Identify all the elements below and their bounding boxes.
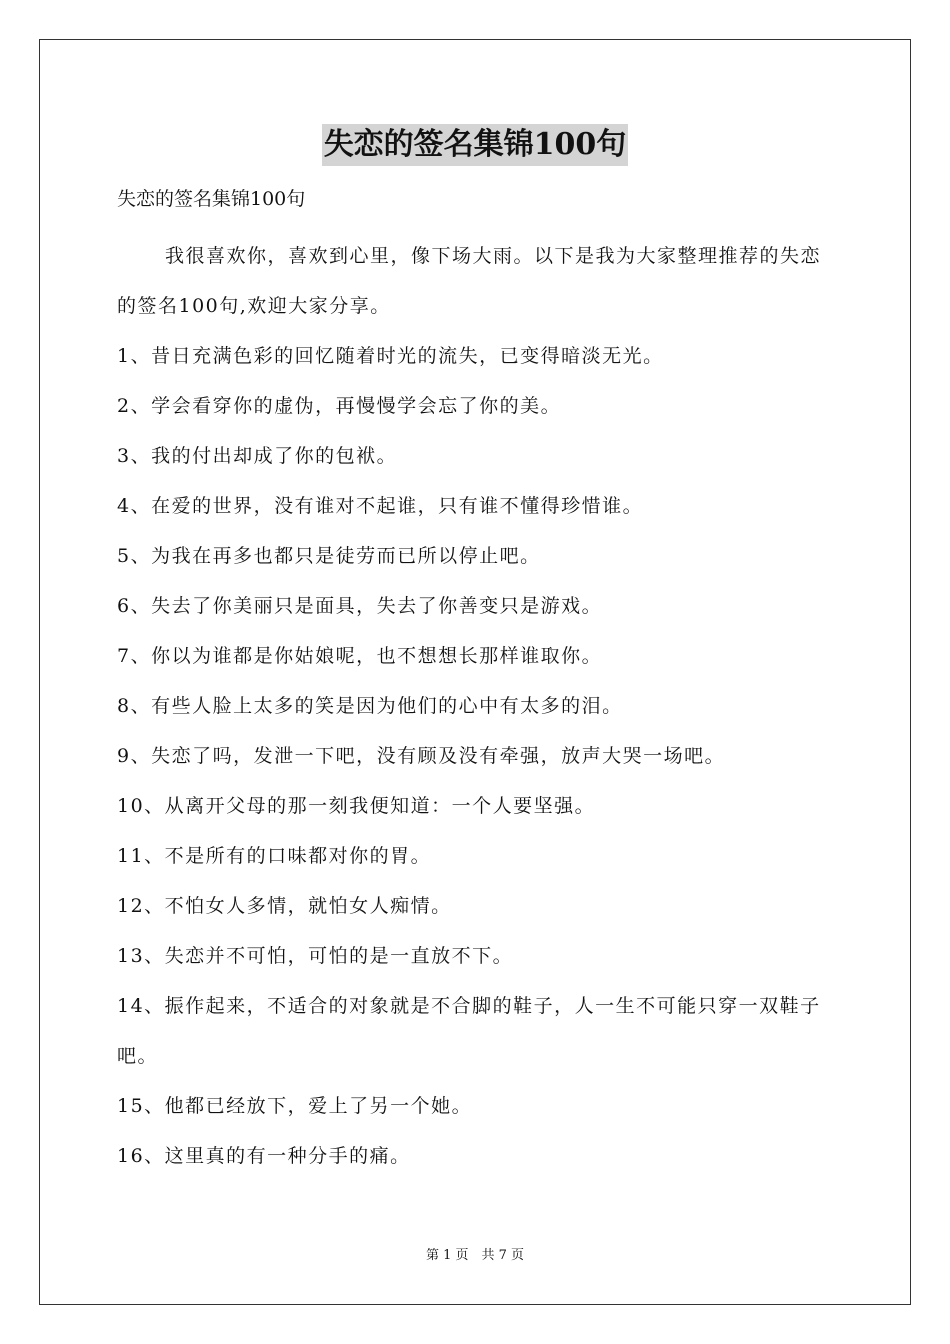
list-item: 8、有些人脸上太多的笑是因为他们的心中有太多的泪。 bbox=[117, 695, 623, 717]
list-item: 6、失去了你美丽只是面具，失去了你善变只是游戏。 bbox=[117, 595, 603, 617]
list-item: 7、你以为谁都是你姑娘呢，也不想想长那样谁取你。 bbox=[117, 645, 603, 667]
list-item: 1、昔日充满色彩的回忆随着时光的流失，已变得暗淡无光。 bbox=[117, 345, 664, 367]
page-number-footer: 第 1 页 共 7 页 bbox=[425, 1248, 525, 1263]
list-item: 9、失恋了吗，发泄一下吧，没有顾及没有牵强，放声大哭一场吧。 bbox=[117, 745, 726, 767]
list-item: 13、失恋并不可怕，可怕的是一直放不下。 bbox=[117, 945, 514, 967]
document-title: 失恋的签名集锦100句 bbox=[322, 124, 629, 166]
list-item: 11、不是所有的口味都对你的胃。 bbox=[117, 845, 432, 867]
list-item: 5、为我在再多也都只是徒劳而已所以停止吧。 bbox=[117, 545, 541, 567]
list-item: 12、不怕女人多情，就怕女人痴情。 bbox=[117, 895, 452, 917]
list-item: 10、从离开父母的那一刻我便知道：一个人要坚强。 bbox=[117, 795, 596, 817]
list-item: 3、我的付出却成了你的包袱。 bbox=[117, 445, 398, 467]
document-subtitle: 失恋的签名集锦100句 bbox=[117, 188, 306, 210]
list-item: 2、学会看穿你的虚伪，再慢慢学会忘了你的美。 bbox=[117, 395, 562, 417]
list-item: 15、他都已经放下，爱上了另一个她。 bbox=[117, 1095, 473, 1117]
title-container bbox=[0, 124, 950, 166]
intro-paragraph: 我很喜欢你，喜欢到心里，像下场大雨。以下是我为大家整理推荐的失恋的签名100句,欢迎大家分享。 bbox=[117, 245, 822, 317]
list-item: 14、振作起来，不适合的对象就是不合脚的鞋子，人一生不可能只穿一双鞋子吧。 bbox=[117, 995, 821, 1067]
list-item: 4、在爱的世界，没有谁对不起谁，只有谁不懂得珍惜谁。 bbox=[117, 495, 644, 517]
list-item: 16、这里真的有一种分手的痛。 bbox=[117, 1145, 411, 1167]
document-body bbox=[117, 231, 837, 1181]
